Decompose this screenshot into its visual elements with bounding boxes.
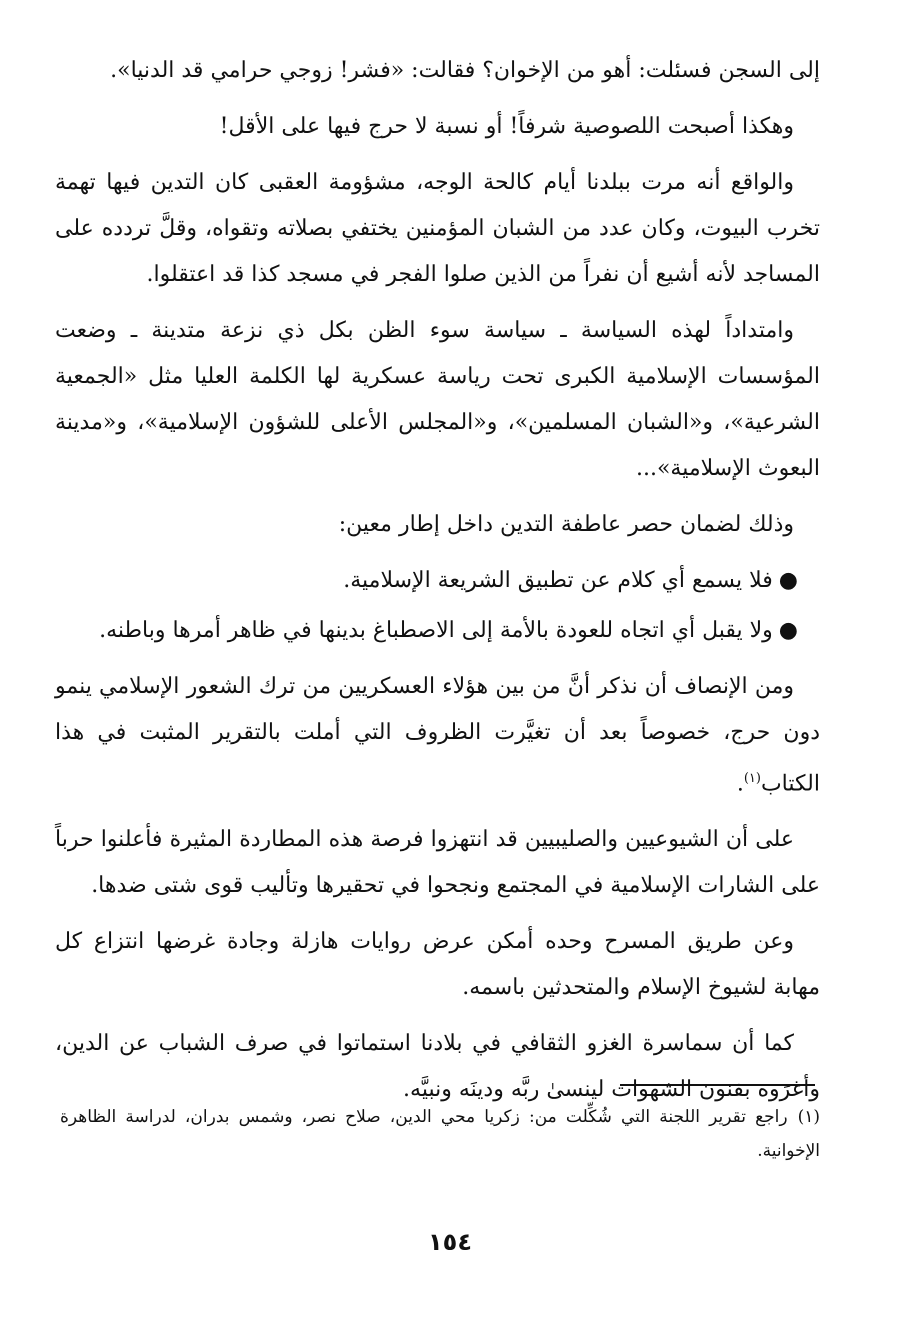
- footnote-number: (١): [797, 1107, 820, 1127]
- paragraph-prison: إلى السجن فسئلت: أهو من الإخوان؟ فقالت: «فشر! زوجي حرامي قد الدنيا».: [110, 58, 820, 83]
- bullet-item: [55, 558, 820, 604]
- paragraph-purpose: وذلك لضمان حصر عاطفة التدين داخل إطار معين:: [338, 512, 794, 537]
- paragraph-theft: وهكذا أصبحت اللصوصية شرفاً! أو نسبة لا حرج فيها على الأقل!: [219, 114, 794, 139]
- footnote: [60, 1100, 820, 1168]
- bullet-text: فلا يسمع أي كلام عن تطبيق الشريعة الإسلامية.: [343, 568, 773, 593]
- bullet-item: [55, 608, 820, 654]
- paragraph-fairness: [55, 664, 820, 807]
- bullet-icon: ●: [778, 568, 798, 593]
- footnote-text: راجع تقرير اللجنة التي شُكِّلت من: زكريا محي الدين، صلاح نصر، وشمس بدران، لدراسة الظاهرة الإخوانية.: [60, 1107, 820, 1161]
- bullet-text: ولا يقبل أي اتجاه للعودة بالأمة إلى الاصطباغ بدينها في ظاهر أمرها وباطنه.: [99, 618, 773, 643]
- paragraph-theatre: وعن طريق المسرح وحده أمكن عرض روايات هازلة وجادة غرضها انتزاع كل مهابة لشيوخ الإسلام والمتحدثين باسمه.: [55, 929, 820, 1001]
- paragraph-fairness-end: .: [736, 771, 744, 797]
- bullet-icon: ●: [778, 618, 798, 643]
- paragraph-policy: وامتداداً لهذه السياسة ـ سياسة سوء الظن بكل ذي نزعة متدينة ـ وضعت المؤسسات الإسلامية الكبرى تحت رياسة عسكرية لها الكلمة العليا مثل «الجمعية الشرعية»، و«الشبان المسلمين»، و«المجلس الأعلى للشؤون الإسلامية»، و«مدينة البعوث الإسلامية»...: [55, 318, 820, 481]
- paragraph-fairness-text: ومن الإنصاف أن نذكر أنَّ من بين هؤلاء العسكريين من ترك الشعور الإسلامي ينمو دون حرج، خصوصاً بعد أن تغيَّرت الظروف التي أملت بالتقرير المثبت في هذا الكتاب: [55, 674, 820, 797]
- footnote-reference: (١): [743, 771, 761, 786]
- footnote-divider: [620, 1084, 815, 1086]
- page-number: ١٥٤: [428, 1228, 472, 1256]
- paragraph-communists: على أن الشيوعيين والصليبيين قد انتهزوا فرصة هذه المطاردة المثيرة فأعلنوا حرباً على الشارات الإسلامية في المجتمع ونجحوا في تحقيرها وتأليب قوى شتى ضدها.: [55, 827, 820, 899]
- paragraph-brokers: كما أن سماسرة الغزو الثقافي في بلادنا استماتوا في صرف الشباب عن الدين، وأغرَوه بفنون الشهوات لينسىٰ ربَّه ودينَه ونبيَّه.: [55, 1031, 820, 1103]
- page-body: [55, 48, 820, 1123]
- paragraph-reality: والواقع أنه مرت ببلدنا أيام كالحة الوجه، مشؤومة العقبى كان التدين فيها تهمة تخرب البيوت، وكان عدد من الشبان المؤمنين يختفي بصلاته وتقواه، وقلَّ تردده على المساجد لأنه أشيع أن نفراً من الذين صلوا الفجر في مسجد كذا قد اعتقلوا.: [55, 170, 820, 287]
